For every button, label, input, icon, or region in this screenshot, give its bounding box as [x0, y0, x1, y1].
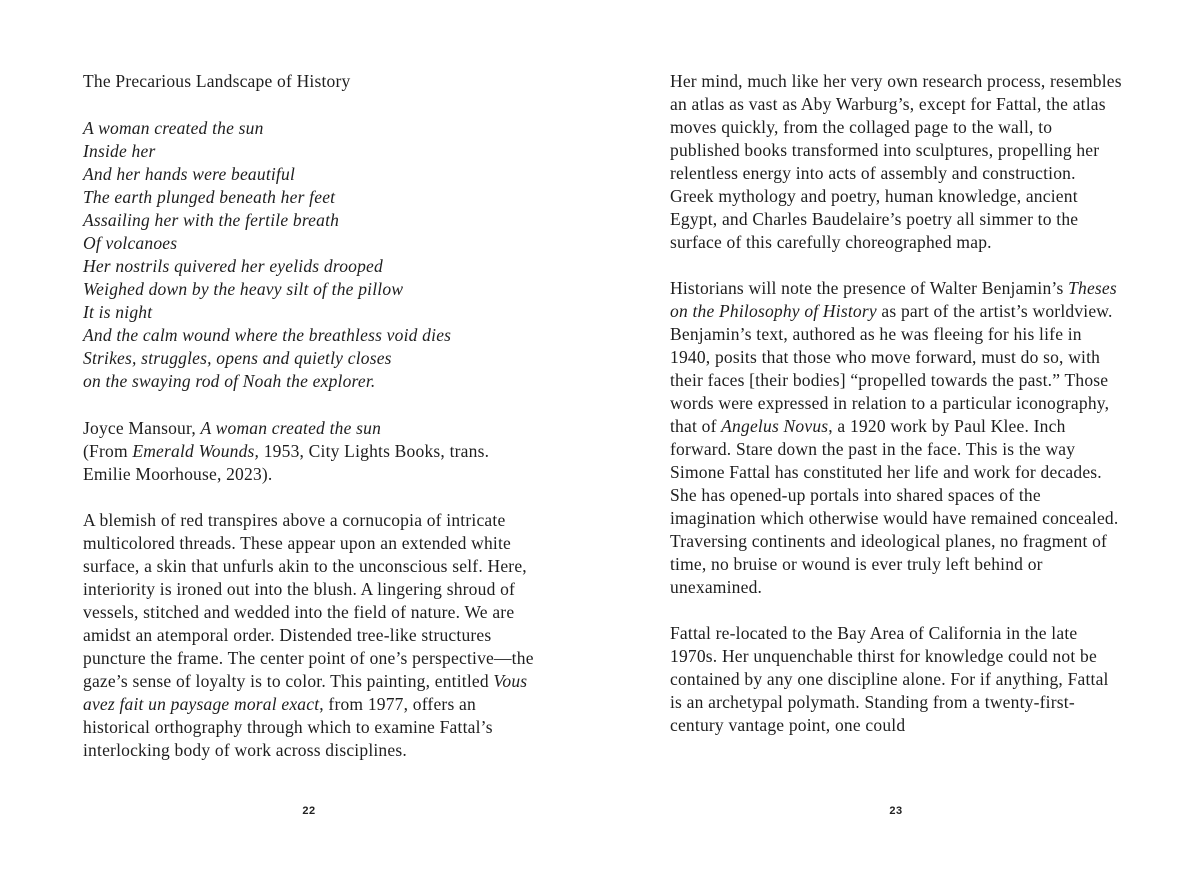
- poem-line: Strikes, struggles, opens and quietly closes: [83, 348, 392, 368]
- text-run: A blemish of red transpires above a cornucopia of intricate multicolored threads. These appear upon an extended white surface, a skin that unfurls akin to the unconscious self. Here, interiority is ironed out into the blush. A lingering shroud of vessels, stitched and wedded into the field of nature. We are amidst an atemporal order. Distended tree-like structures puncture the frame. The center point of one’s perspective—the gaze’s sense of loyalty is to color. This painting, entitled: [83, 510, 534, 691]
- text-run: (From: [83, 441, 133, 461]
- page-number-right: 23: [889, 805, 903, 817]
- text-run: 1953, City Lights Books, trans. Emilie Moorhouse, 2023).: [83, 441, 490, 484]
- body-paragraph-right-3: [670, 622, 1122, 737]
- text-run: Joyce Mansour,: [83, 418, 201, 438]
- page-number-left: 22: [302, 805, 316, 817]
- text-run: as part of the artist’s worldview. Benjamin’s text, authored as he was fleeing for his life in 1940, posits that those who move forward, must do so, with their faces [their bodies] “propelled towards the past.” Those words were expressed in relation to a particular iconography, that of: [670, 301, 1113, 436]
- poem-line: The earth plunged beneath her feet: [83, 187, 336, 207]
- poem-line: A woman created the sun: [83, 118, 264, 138]
- poem-line: And the calm wound where the breathless void dies: [83, 325, 452, 345]
- left-page: [83, 70, 535, 785]
- body-paragraph-left: [83, 509, 535, 762]
- poem-line: Inside her: [83, 141, 156, 161]
- text-run: , from 1977, offers an historical orthography through which to examine Fattal’s interlocking body of work across disciplines.: [83, 694, 493, 760]
- italic-text-run: Vous avez fait un paysage moral exact: [83, 671, 528, 714]
- poem-line: And her hands were beautiful: [83, 164, 296, 184]
- text-run: , a 1920 work by Paul Klee. Inch forward. Stare down the past in the face. This is the way Simone Fattal has constituted her life and work for decades. She has opened-up portals into shared spaces of the imagination which otherwise would have remained concealed. Traversing continents and ideological planes, no fragment of time, no bruise or wound is ever truly left behind or unexamined.: [670, 416, 1119, 597]
- text-run: Historians will note the presence of Walter Benjamin’s: [670, 278, 1069, 298]
- poem-line: It is night: [83, 302, 153, 322]
- italic-text-run: A woman created the sun: [200, 418, 382, 438]
- poem-line: Her nostrils quivered her eyelids drooped: [83, 256, 383, 276]
- body-paragraph-right-1: [670, 70, 1122, 254]
- poem-line: Of volcanoes: [83, 233, 178, 253]
- italic-text-run: Emerald Wounds,: [132, 441, 260, 461]
- body-paragraph-right-2: [670, 277, 1122, 599]
- right-page: [670, 70, 1122, 760]
- poem-line: Weighed down by the heavy silt of the pillow: [83, 279, 404, 299]
- italic-text-run: Angelus Novus: [721, 416, 829, 436]
- poem-attribution: [83, 417, 535, 486]
- page-title: The Precarious Landscape of History: [83, 71, 351, 91]
- italic-text-run: Theses on the Philosophy of History: [670, 278, 1117, 321]
- text-run: Fattal re-located to the Bay Area of California in the late 1970s. Her unquenchable thirst for knowledge could not be contained by any one discipline alone. For if anything, Fattal is an archetypal polymath. Standing from a twenty-first-century vantage point, one could: [670, 623, 1109, 735]
- text-run: Her mind, much like her very own research process, resembles an atlas as vast as Aby Warburg’s, except for Fattal, the atlas moves quickly, from the collaged page to the wall, to published books transformed into sculptures, propelling her relentless energy into acts of assembly and construction. Greek mythology and poetry, human knowledge, ancient Egypt, and Charles Baudelaire’s poetry all simmer to the surface of this carefully choreographed map.: [670, 71, 1122, 252]
- poem: [83, 117, 535, 393]
- poem-line: on the swaying rod of Noah the explorer.: [83, 371, 376, 391]
- poem-line: Assailing her with the fertile breath: [83, 210, 340, 230]
